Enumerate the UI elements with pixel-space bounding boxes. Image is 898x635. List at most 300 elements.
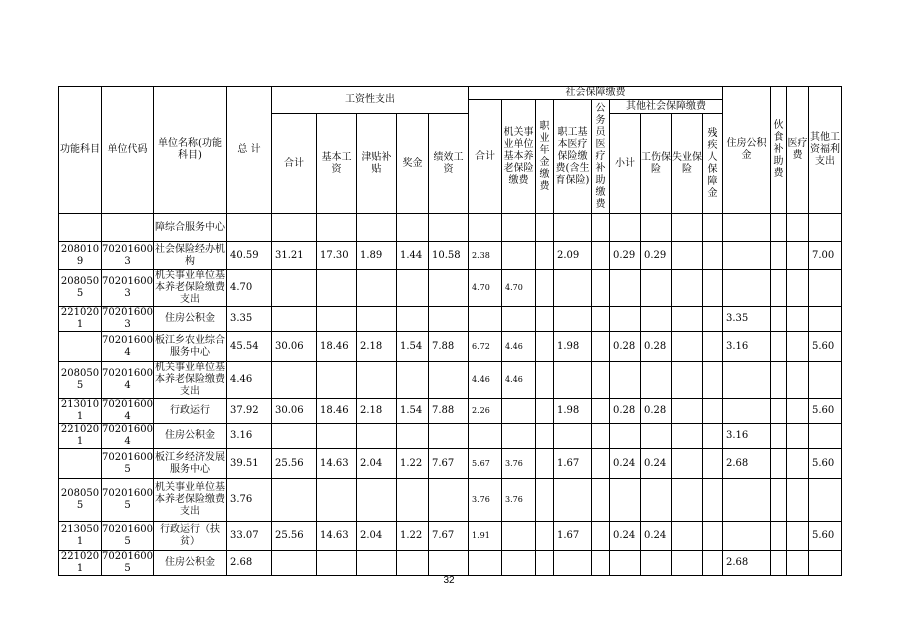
- allowance-cell: 2.04: [357, 449, 397, 479]
- header-other-welfare: 其他工资福利支出: [809, 87, 842, 214]
- annuity-cell: [536, 332, 554, 362]
- header-bonus: 奖金: [397, 114, 429, 214]
- wage-total-cell: [272, 307, 317, 332]
- performance-cell: [429, 424, 469, 449]
- table-row: [59, 424, 842, 449]
- social-total-cell: 2.26: [469, 399, 502, 424]
- housing-cell: 2.68: [723, 551, 771, 576]
- performance-cell: [429, 551, 469, 576]
- unemployment-cell: [672, 332, 703, 362]
- housing-cell: 3.16: [723, 332, 771, 362]
- header-civil-medical: 公务员医疗补助缴费: [592, 100, 610, 214]
- func-code-cell: 2080505: [59, 479, 102, 522]
- table-row: [59, 522, 842, 551]
- base-wage-cell: [317, 307, 357, 332]
- medical-fee-cell: [787, 332, 809, 362]
- header-disability: 残疾人保障金: [703, 114, 723, 214]
- total-cell: 39.51: [227, 449, 272, 479]
- medical-cell: [554, 479, 592, 522]
- unit-code-cell: 702016003: [102, 242, 154, 270]
- medical-fee-cell: [787, 362, 809, 399]
- unit-name-cell: 行政运行（扶贫）: [154, 522, 227, 551]
- injury-cell: [641, 362, 672, 399]
- func-code-cell: [59, 449, 102, 479]
- annuity-cell: [536, 214, 554, 242]
- medical-cell: 1.67: [554, 522, 592, 551]
- base-wage-cell: [317, 270, 357, 307]
- performance-cell: [429, 214, 469, 242]
- pension-cell: 4.70: [502, 270, 536, 307]
- table-row: [59, 362, 842, 399]
- annuity-cell: [536, 479, 554, 522]
- meal-cell: [771, 332, 787, 362]
- social-total-cell: [469, 307, 502, 332]
- header-unit-code: 单位代码: [102, 87, 154, 214]
- unemployment-cell: [672, 307, 703, 332]
- injury-cell: [641, 479, 672, 522]
- annuity-cell: [536, 551, 554, 576]
- table-body: [59, 214, 842, 576]
- base-wage-cell: [317, 214, 357, 242]
- performance-cell: 7.88: [429, 399, 469, 424]
- other-welfare-cell: [809, 307, 842, 332]
- meal-cell: [771, 449, 787, 479]
- header-wage-group: 工资性支出: [272, 87, 469, 114]
- unemployment-cell: [672, 270, 703, 307]
- allowance-cell: [357, 424, 397, 449]
- other-subtotal-cell: 0.29: [610, 242, 641, 270]
- allowance-cell: [357, 362, 397, 399]
- disability-cell: [703, 332, 723, 362]
- wage-total-cell: 30.06: [272, 399, 317, 424]
- base-wage-cell: [317, 424, 357, 449]
- func-code-cell: 2210201: [59, 551, 102, 576]
- civil-medical-cell: [592, 214, 610, 242]
- meal-cell: [771, 424, 787, 449]
- other-subtotal-cell: [610, 270, 641, 307]
- social-total-cell: 6.72: [469, 332, 502, 362]
- header-medical: 职工基本医疗保险缴费(含生育保险): [554, 100, 592, 214]
- page-number: 32: [443, 575, 455, 586]
- injury-cell: [641, 214, 672, 242]
- table-row: [59, 242, 842, 270]
- budget-table: [58, 86, 842, 576]
- other-welfare-cell: 5.60: [809, 332, 842, 362]
- civil-medical-cell: [592, 270, 610, 307]
- injury-cell: [641, 551, 672, 576]
- medical-fee-cell: [787, 449, 809, 479]
- unit-code-cell: [102, 214, 154, 242]
- header-wage-total: 合计: [272, 114, 317, 214]
- bonus-cell: [397, 270, 429, 307]
- unit-name-cell: 机关事业单位基本养老保险缴费支出: [155, 362, 225, 397]
- social-total-cell: [469, 214, 502, 242]
- annuity-cell: [536, 449, 554, 479]
- other-subtotal-cell: [610, 424, 641, 449]
- header-pension: 机关事业单位基本养老保险缴费: [502, 100, 536, 214]
- unit-code-cell: 702016003: [102, 307, 153, 330]
- disability-cell: [703, 362, 723, 399]
- bonus-cell: [397, 362, 429, 399]
- unit-code-cell: 702016004: [102, 424, 153, 447]
- annuity-cell: [536, 522, 554, 551]
- housing-cell: 2.68: [723, 449, 771, 479]
- wage-total-cell: [272, 270, 317, 307]
- injury-cell: 0.28: [641, 332, 672, 362]
- social-total-cell: 1.91: [469, 522, 502, 551]
- medical-cell: 1.98: [554, 332, 592, 362]
- meal-cell: [771, 551, 787, 576]
- bonus-cell: 1.22: [397, 522, 429, 551]
- civil-medical-cell: [592, 551, 610, 576]
- wage-total-cell: [272, 214, 317, 242]
- meal-cell: [771, 307, 787, 332]
- other-subtotal-cell: [610, 362, 641, 399]
- unit-name-cell: 行政运行: [154, 399, 227, 424]
- pension-cell: 3.76: [502, 449, 536, 479]
- meal-cell: [771, 362, 787, 399]
- disability-cell: [703, 479, 723, 522]
- other-subtotal-cell: 0.24: [610, 522, 641, 551]
- table-row: [59, 307, 842, 332]
- meal-cell: [771, 522, 787, 551]
- pension-cell: [502, 307, 536, 332]
- medical-cell: 2.09: [554, 242, 592, 270]
- medical-cell: [554, 551, 592, 576]
- unit-code-cell: 702016005: [102, 449, 154, 479]
- header-total: 总 计: [227, 87, 272, 214]
- medical-fee-cell: [787, 214, 809, 242]
- bonus-cell: 1.22: [397, 449, 429, 479]
- medical-cell: 1.67: [554, 449, 592, 479]
- injury-cell: [641, 270, 672, 307]
- medical-fee-cell: [787, 424, 809, 449]
- header-social-group: 社会保障缴费: [469, 87, 723, 100]
- pension-cell: [502, 424, 536, 449]
- pension-cell: 4.46: [502, 332, 536, 362]
- header-unit-name: 单位名称(功能科目): [154, 87, 227, 214]
- disability-cell: [703, 307, 723, 332]
- disability-cell: [703, 449, 723, 479]
- medical-cell: [554, 214, 592, 242]
- injury-cell: [641, 424, 672, 449]
- performance-cell: [429, 307, 469, 332]
- allowance-cell: 2.18: [357, 332, 397, 362]
- unit-code-cell: 702016003: [102, 270, 154, 307]
- pension-cell: [502, 551, 536, 576]
- medical-cell: 1.98: [554, 399, 592, 424]
- header-medical-fee: 医疗费: [787, 87, 809, 214]
- meal-cell: [771, 242, 787, 270]
- base-wage-cell: [317, 479, 357, 522]
- unit-code-cell: 702016005: [102, 551, 153, 574]
- table-row: [59, 399, 842, 424]
- bonus-cell: 1.44: [397, 242, 429, 270]
- bonus-cell: [397, 307, 429, 332]
- func-code-cell: 2130501: [59, 522, 102, 551]
- pension-cell: 4.46: [502, 362, 536, 399]
- bonus-cell: [397, 551, 429, 576]
- other-subtotal-cell: [610, 307, 641, 332]
- disability-cell: [703, 399, 723, 424]
- unemployment-cell: [672, 424, 703, 449]
- header-other-social-group: 其他社会保障缴费: [610, 100, 723, 114]
- annuity-cell: [536, 270, 554, 307]
- other-welfare-cell: [809, 270, 842, 307]
- unit-name-cell: 住房公积金: [154, 424, 227, 449]
- injury-cell: 0.29: [641, 242, 672, 270]
- other-subtotal-cell: 0.28: [610, 332, 641, 362]
- table-row: [59, 479, 842, 522]
- unemployment-cell: [672, 242, 703, 270]
- civil-medical-cell: [592, 424, 610, 449]
- wage-total-cell: 25.56: [272, 522, 317, 551]
- header-injury: 工伤保险: [641, 114, 672, 214]
- header-performance: 绩效工资: [429, 114, 469, 214]
- housing-cell: 3.16: [723, 424, 771, 449]
- medical-fee-cell: [787, 479, 809, 522]
- wage-total-cell: [272, 479, 317, 522]
- civil-medical-cell: [592, 522, 610, 551]
- allowance-cell: 2.18: [357, 399, 397, 424]
- func-code-cell: 2080505: [59, 270, 102, 307]
- unemployment-cell: [672, 362, 703, 399]
- medical-cell: [554, 307, 592, 332]
- header-annuity: 职业年金缴费: [536, 100, 554, 214]
- performance-cell: [429, 479, 469, 522]
- civil-medical-cell: [592, 449, 610, 479]
- meal-cell: [771, 214, 787, 242]
- unit-name-cell: 住房公积金: [154, 551, 227, 576]
- bonus-cell: [397, 479, 429, 522]
- medical-cell: [554, 424, 592, 449]
- housing-cell: [723, 214, 771, 242]
- unit-name-cell: 机关事业单位基本养老保险缴费支出: [154, 479, 227, 522]
- table-row: [59, 270, 842, 307]
- unemployment-cell: [672, 551, 703, 576]
- wage-total-cell: [272, 551, 317, 576]
- medical-fee-cell: [787, 242, 809, 270]
- annuity-cell: [536, 362, 554, 399]
- disability-cell: [703, 424, 723, 449]
- header-base-wage: 基本工资: [317, 114, 357, 214]
- header-social-total: 合计: [469, 100, 502, 214]
- medical-fee-cell: [787, 522, 809, 551]
- performance-cell: 7.67: [429, 449, 469, 479]
- wage-total-cell: 25.56: [272, 449, 317, 479]
- func-code-cell: [59, 332, 102, 362]
- header-func-code: 功能科目: [59, 87, 102, 214]
- unit-name-cell: 机关事业单位基本养老保险缴费支出: [155, 270, 225, 305]
- housing-cell: 3.35: [723, 307, 771, 332]
- performance-cell: [429, 270, 469, 307]
- annuity-cell: [536, 424, 554, 449]
- disability-cell: [703, 551, 723, 576]
- pension-cell: [502, 522, 536, 551]
- meal-cell: [771, 270, 787, 307]
- disability-cell: [703, 270, 723, 307]
- wage-total-cell: 30.06: [272, 332, 317, 362]
- social-total-cell: 2.38: [469, 242, 502, 270]
- housing-cell: [723, 362, 771, 399]
- func-code-cell: 2080505: [59, 362, 102, 399]
- medical-fee-cell: [787, 307, 809, 332]
- header-housing: 住房公积金: [723, 87, 771, 214]
- base-wage-cell: 17.30: [317, 242, 357, 270]
- medical-fee-cell: [787, 399, 809, 424]
- base-wage-cell: 18.46: [317, 332, 357, 362]
- allowance-cell: 1.89: [357, 242, 397, 270]
- bonus-cell: 1.54: [397, 332, 429, 362]
- func-code-cell: 2080109: [59, 242, 102, 270]
- bonus-cell: [397, 214, 429, 242]
- total-cell: 3.76: [227, 479, 272, 522]
- medical-cell: [554, 362, 592, 399]
- base-wage-cell: 14.63: [317, 449, 357, 479]
- wage-total-cell: [272, 362, 317, 399]
- social-total-cell: 4.70: [469, 270, 502, 307]
- other-subtotal-cell: 0.24: [610, 449, 641, 479]
- social-total-cell: [469, 424, 502, 449]
- annuity-cell: [536, 307, 554, 332]
- other-welfare-cell: [809, 214, 842, 242]
- pension-cell: [502, 242, 536, 270]
- annuity-cell: [536, 242, 554, 270]
- civil-medical-cell: [592, 362, 610, 399]
- unit-code-cell: 702016005: [102, 522, 154, 551]
- allowance-cell: [357, 307, 397, 332]
- header-allowance: 津贴补贴: [357, 114, 397, 214]
- social-total-cell: 4.46: [469, 362, 502, 399]
- injury-cell: 0.28: [641, 399, 672, 424]
- performance-cell: 10.58: [429, 242, 469, 270]
- injury-cell: 0.24: [641, 522, 672, 551]
- civil-medical-cell: [592, 479, 610, 522]
- unemployment-cell: [672, 449, 703, 479]
- other-subtotal-cell: [610, 479, 641, 522]
- pension-cell: 3.76: [502, 479, 536, 522]
- total-cell: 3.16: [227, 424, 272, 449]
- base-wage-cell: [317, 551, 357, 576]
- total-cell: 4.46: [227, 362, 272, 399]
- other-welfare-cell: 5.60: [809, 399, 842, 424]
- other-welfare-cell: [809, 551, 842, 576]
- other-welfare-cell: 5.60: [809, 522, 842, 551]
- meal-cell: [771, 479, 787, 522]
- other-welfare-cell: [809, 362, 842, 399]
- unit-name-cell: 板江乡农业综合服务中心: [154, 332, 227, 362]
- housing-cell: [723, 399, 771, 424]
- other-welfare-cell: [809, 479, 842, 522]
- other-welfare-cell: 7.00: [809, 242, 842, 270]
- func-code-cell: 2130101: [59, 399, 102, 424]
- annuity-cell: [536, 399, 554, 424]
- pension-cell: [502, 214, 536, 242]
- disability-cell: [703, 522, 723, 551]
- medical-cell: [554, 270, 592, 307]
- unit-name-cell: 住房公积金: [154, 307, 227, 332]
- housing-cell: [723, 242, 771, 270]
- medical-fee-cell: [787, 270, 809, 307]
- pension-cell: [502, 399, 536, 424]
- table-row: [59, 551, 842, 576]
- bonus-cell: [397, 424, 429, 449]
- unit-code-cell: 702016004: [102, 399, 153, 422]
- unit-name-cell: 社会保险经办机构: [154, 242, 227, 270]
- allowance-cell: [357, 479, 397, 522]
- medical-fee-cell: [787, 551, 809, 576]
- performance-cell: [429, 362, 469, 399]
- injury-cell: [641, 307, 672, 332]
- table-row: [59, 449, 842, 479]
- unemployment-cell: [672, 522, 703, 551]
- performance-cell: 7.88: [429, 332, 469, 362]
- base-wage-cell: [317, 362, 357, 399]
- total-cell: 2.68: [227, 551, 272, 576]
- total-cell: 4.70: [227, 270, 272, 307]
- header-unemployment: 失业保险: [672, 114, 703, 214]
- func-code-cell: 2210201: [59, 424, 102, 449]
- civil-medical-cell: [592, 242, 610, 270]
- total-cell: 3.35: [227, 307, 272, 332]
- injury-cell: 0.24: [641, 449, 672, 479]
- other-subtotal-cell: [610, 551, 641, 576]
- unit-code-cell: 702016004: [102, 332, 154, 362]
- wage-total-cell: 31.21: [272, 242, 317, 270]
- allowance-cell: 2.04: [357, 522, 397, 551]
- func-code-cell: [59, 214, 102, 242]
- unit-name-cell: 障综合服务中心: [154, 214, 227, 242]
- disability-cell: [703, 214, 723, 242]
- func-code-cell: 2210201: [59, 307, 102, 332]
- unemployment-cell: [672, 399, 703, 424]
- bonus-cell: 1.54: [397, 399, 429, 424]
- meal-cell: [771, 399, 787, 424]
- disability-cell: [703, 242, 723, 270]
- unemployment-cell: [672, 479, 703, 522]
- housing-cell: [723, 479, 771, 522]
- other-welfare-cell: 5.60: [809, 449, 842, 479]
- total-cell: 37.92: [227, 399, 272, 424]
- wage-total-cell: [272, 424, 317, 449]
- civil-medical-cell: [592, 332, 610, 362]
- table-row: [59, 332, 842, 362]
- allowance-cell: [357, 214, 397, 242]
- base-wage-cell: 14.63: [317, 522, 357, 551]
- allowance-cell: [357, 270, 397, 307]
- performance-cell: 7.67: [429, 522, 469, 551]
- housing-cell: [723, 270, 771, 307]
- other-welfare-cell: [809, 424, 842, 449]
- social-total-cell: 3.76: [469, 479, 502, 522]
- unit-code-cell: 702016005: [102, 479, 154, 522]
- total-cell: 45.54: [227, 332, 272, 362]
- other-subtotal-cell: 0.28: [610, 399, 641, 424]
- header-other-subtotal: 小计: [610, 114, 641, 214]
- other-subtotal-cell: [610, 214, 641, 242]
- unemployment-cell: [672, 214, 703, 242]
- unit-code-cell: 702016004: [102, 362, 154, 399]
- unit-name-cell: 板江乡经济发展服务中心: [154, 449, 227, 479]
- housing-cell: [723, 522, 771, 551]
- total-cell: 33.07: [227, 522, 272, 551]
- total-cell: [227, 214, 272, 242]
- header-meal: 伙食补助费: [771, 87, 787, 214]
- table-row: [59, 214, 842, 242]
- allowance-cell: [357, 551, 397, 576]
- base-wage-cell: 18.46: [317, 399, 357, 424]
- civil-medical-cell: [592, 307, 610, 332]
